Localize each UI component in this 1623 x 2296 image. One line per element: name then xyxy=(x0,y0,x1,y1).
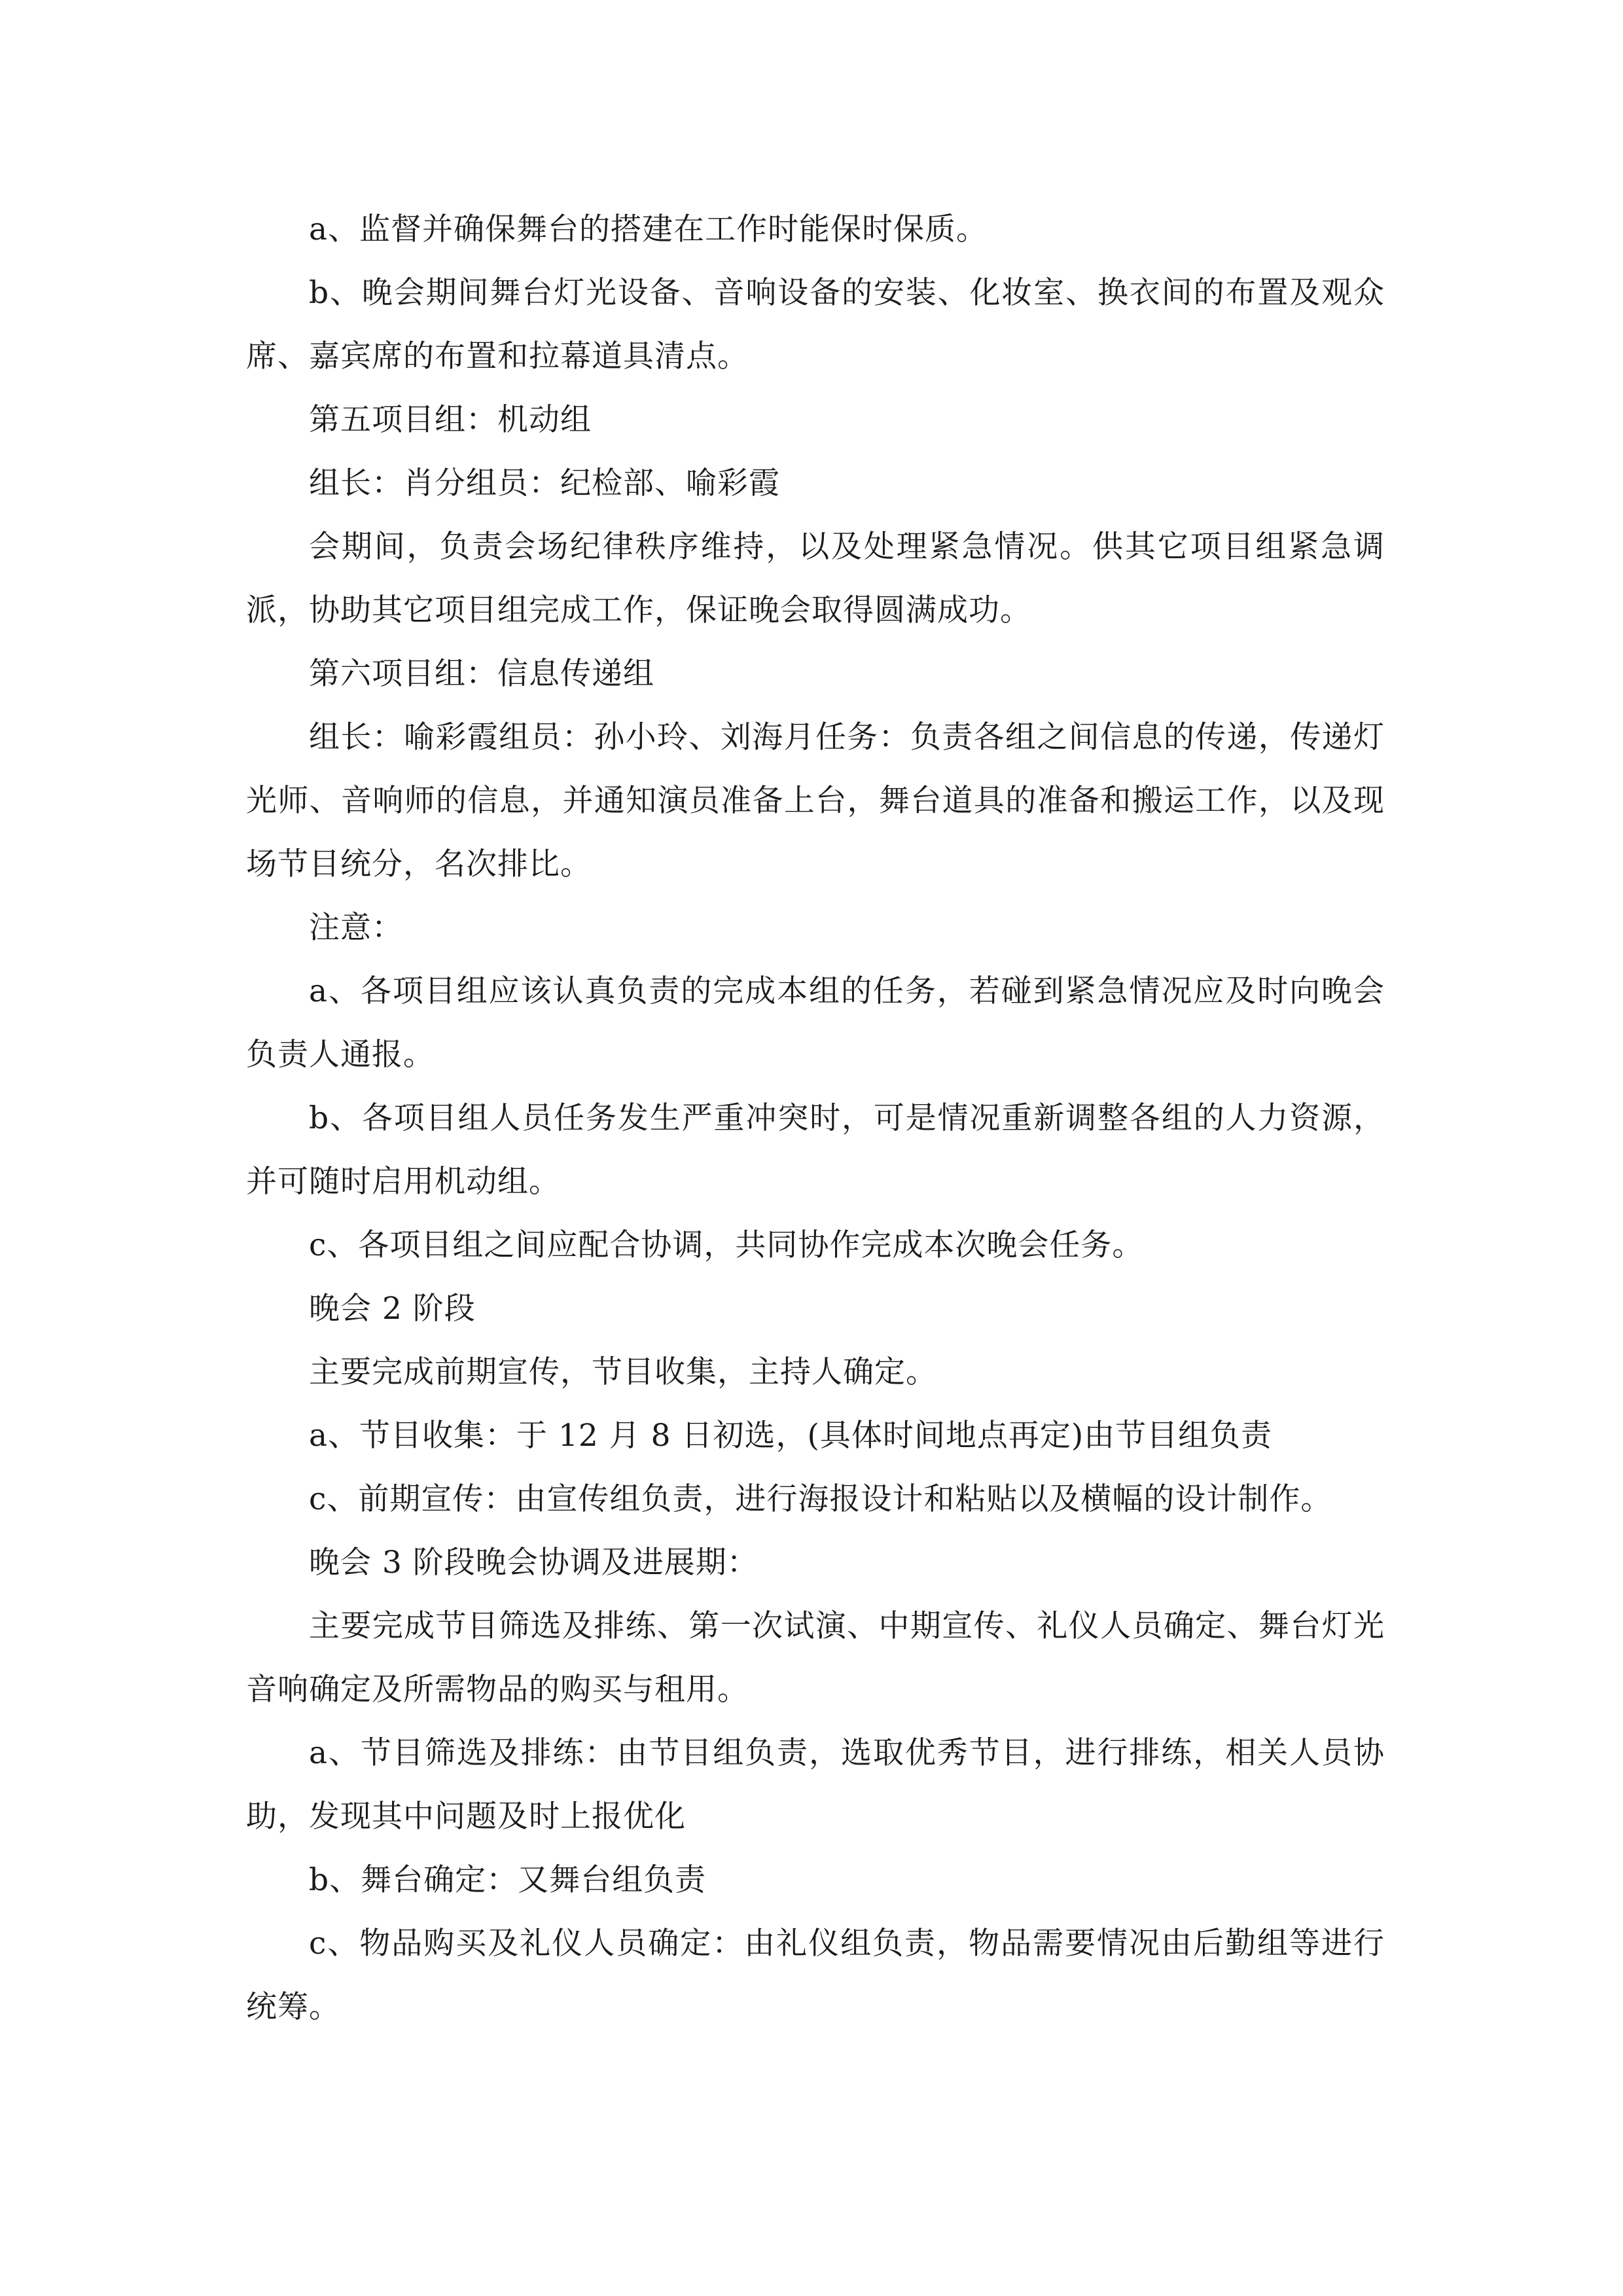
heading-notice: 注意： xyxy=(309,910,403,946)
document-body xyxy=(246,198,1385,2039)
heading-group-five: 第五项目组：机动组 xyxy=(309,402,592,438)
paragraph-group-five-duties: 会期间，负责会场纪律秩序维持，以及处理紧急情况。供其它项目组紧急调派，协助其它项目组完成工作，保证晚会取得圆满成功。 xyxy=(246,529,1385,628)
paragraph-stage-setup: a、监督并确保舞台的搭建在工作时能保时保质。 xyxy=(309,211,988,247)
paragraph-stage-two-c: c、前期宣传：由宣传组负责，进行海报设计和粘贴以及横幅的设计制作。 xyxy=(309,1481,1332,1517)
paragraph-notice-b: b、各项目组人员任务发生严重冲突时，可是情况重新调整各组的人力资源，并可随时启用机动组。 xyxy=(246,1100,1385,1200)
paragraph-notice-a: a、各项目组应该认真负责的完成本组的任务，若碰到紧急情况应及时向晚会负责人通报。 xyxy=(246,973,1385,1073)
paragraph-group-five-members: 组长：肖分组员：纪检部、喻彩霞 xyxy=(309,465,780,501)
paragraph-stage-two-a: a、节目收集：于 12 月 8 日初选，(具体时间地点再定)由节目组负责 xyxy=(309,1418,1273,1454)
paragraph-stage-three-a: a、节目筛选及排练：由节目组负责，选取优秀节目，进行排练，相关人员协助，发现其中问题及时上报优化 xyxy=(246,1735,1385,1835)
paragraph-stage-three-c: c、物品购买及礼仪人员确定：由礼仪组负责，物品需要情况由后勤组等进行统筹。 xyxy=(246,1926,1385,2025)
paragraph-group-six-members: 组长：喻彩霞组员：孙小玲、刘海月任务：负责各组之间信息的传递，传递灯光师、音响师的信息，并通知演员准备上台，舞台道具的准备和搬运工作，以及现场节目统分，名次排比。 xyxy=(246,719,1385,882)
heading-stage-three: 晚会 3 阶段晚会协调及进展期： xyxy=(309,1545,758,1581)
paragraph-stage-three-b: b、舞台确定：又舞台组负责 xyxy=(309,1862,707,1898)
heading-stage-two: 晚会 2 阶段 xyxy=(309,1291,476,1327)
paragraph-stage-two-summary: 主要完成前期宣传，节目收集，主持人确定。 xyxy=(309,1354,937,1390)
paragraph-notice-c: c、各项目组之间应配合协调，共同协作完成本次晚会任务。 xyxy=(309,1227,1144,1263)
paragraph-stage-three-summary: 主要完成节目筛选及排练、第一次试演、中期宣传、礼仪人员确定、舞台灯光音响确定及所需物品的购买与租用。 xyxy=(246,1608,1385,1708)
paragraph-stage-equipment: b、晚会期间舞台灯光设备、音响设备的安装、化妆室、换衣间的布置及观众席、嘉宾席的布置和拉幕道具清点。 xyxy=(246,275,1385,374)
heading-group-six: 第六项目组：信息传递组 xyxy=(309,656,654,692)
